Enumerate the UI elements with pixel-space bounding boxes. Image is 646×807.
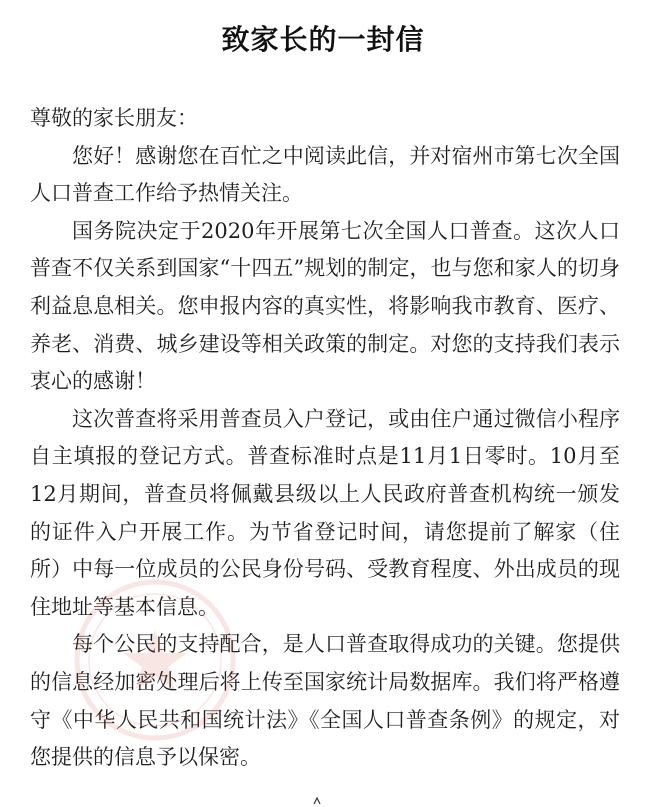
faint-seal-stamp xyxy=(70,575,240,745)
paragraph-census-decision: 国务院决定于2020年开展第七次全国人口普查。这次人口普查不仅关系到国家“十四五”规划的制定，也与您和家人的切身利益息息相关。您申报内容的真实性，将影响我市教育、医疗、养老、消费、城乡建设等相关政策的制定。对您的支持我们表示衷心的感谢！ xyxy=(30,218,620,394)
paragraph-confidentiality: 每个公民的支持配合，是人口普查取得成功的关键。您提供的信息经加密处理后将上传至国家统计局数据库。我们将严格遵守《中华人民共和国统计法》《全国人口普查条例》的规定，对您提供的信息予以保密。 xyxy=(30,632,620,770)
salutation: 尊敬的家长朋友： xyxy=(30,106,198,130)
letter-title: 致家长的一封信 xyxy=(221,23,425,56)
page-mark-icon xyxy=(312,797,322,805)
paragraph-greeting: 您好！感谢您在百忙之中阅读此信，并对宿州市第七次全国人口普查工作给予热情关注。 xyxy=(30,143,620,206)
paragraph-registration-method: 这次普查将采用普查员入户登记，或由住户通过微信小程序自主填报的登记方式。普查标准时点是11月1日零时。10月至12月期间，普查员将佩戴县级以上人民政府普查机构统一颁发的证件入户开展工作。为节省登记时间，请您提前了解家（住所）中每一位成员的公民身份号码、受教育程度、外出成员的现住地址等基本信息。 xyxy=(30,406,620,619)
